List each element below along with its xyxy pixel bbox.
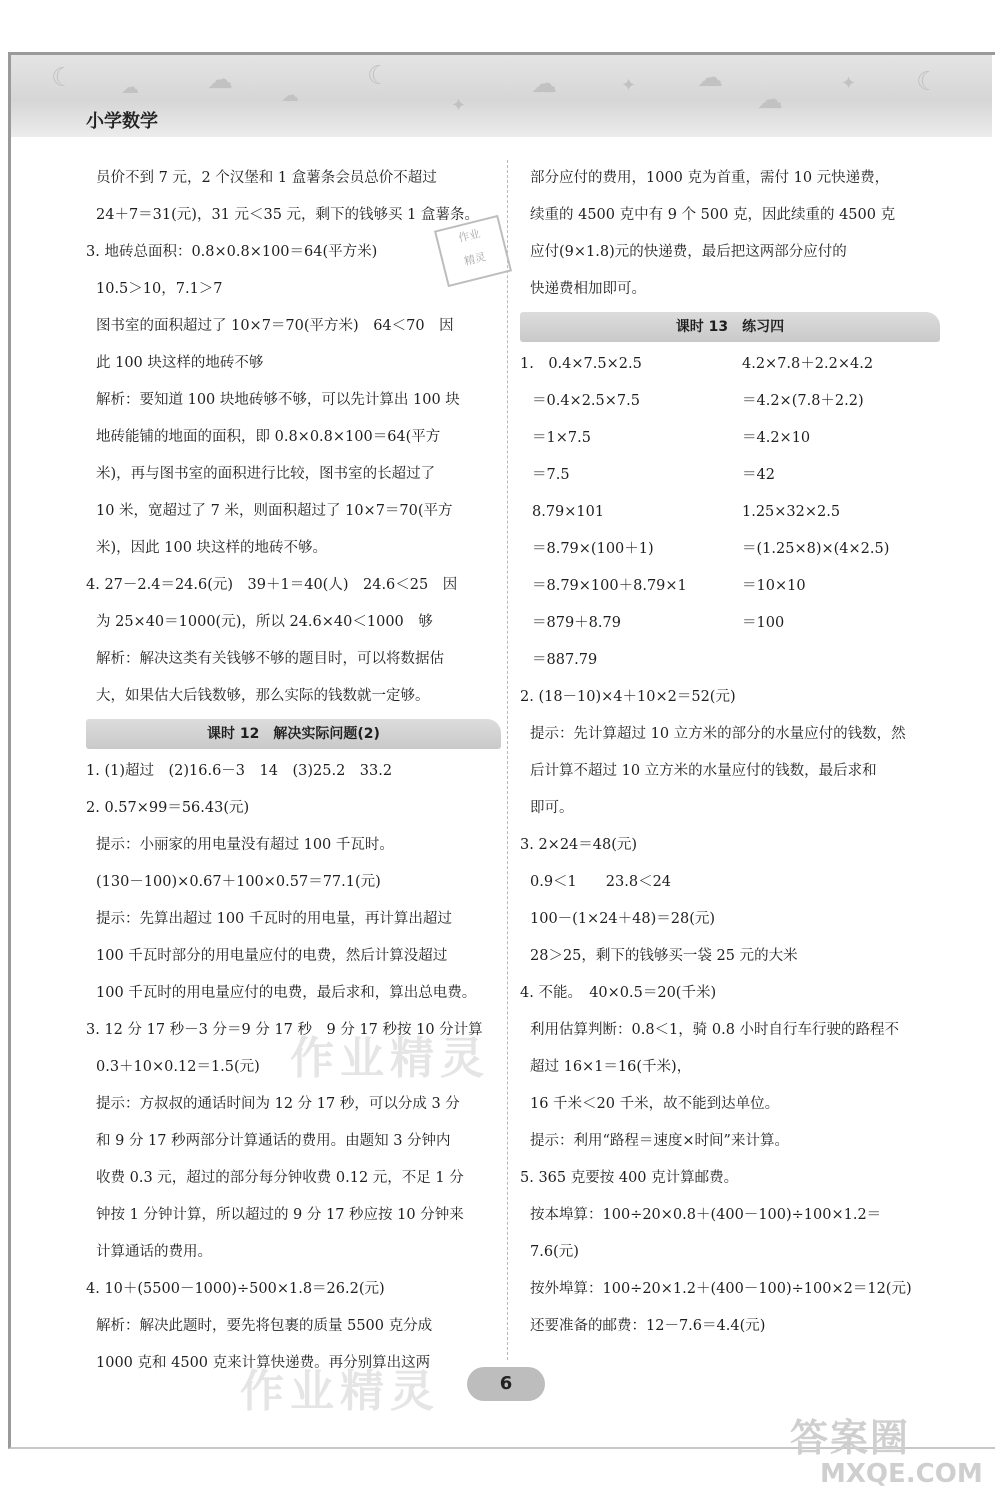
- left-bottom-block: [86, 753, 501, 1382]
- text-line: 24＋7＝31(元)，31 元＜35 元，剩下的钱够买 1 盒薯条。: [96, 207, 480, 223]
- text-line: 米)，再与图书室的面积进行比较，图书室的长超过了: [96, 466, 436, 482]
- text-line: 1.25×32×2.5: [742, 504, 841, 520]
- text-line: ＝(1.25×8)×(4×2.5): [742, 541, 890, 557]
- text-line: 0.9＜1 23.8＜24: [530, 874, 672, 890]
- text-line: ＝1×7.5: [532, 430, 591, 446]
- text-line: 解析：解决这类有关钱够不够的题目时，可以将数据估: [96, 651, 444, 667]
- calc-block: [520, 346, 940, 679]
- text-line: ＝887.79: [532, 652, 598, 668]
- text-line: 5. 365 克要按 400 克计算邮费。: [520, 1170, 739, 1186]
- star-icon: ✦: [451, 95, 467, 116]
- text-line: 部分应付的费用，1000 克为首重，需付 10 元快递费，: [530, 170, 890, 186]
- text-line: 提示：先计算超过 10 立方米的部分的水量应付的钱数，然: [530, 726, 906, 742]
- text-line: 米)，因此 100 块这样的地砖不够。: [96, 540, 328, 556]
- text-line: 应付(9×1.8)元的快递费，最后把这两部分应付的: [530, 244, 847, 260]
- text-line: 1. (1)超过 (2)16.6－3 14 (3)25.2 33.2: [86, 763, 393, 779]
- header-title: 小学数学: [86, 111, 158, 132]
- site-logo: 答案圈 MXQE.COM: [790, 1416, 983, 1489]
- text-line: 按外埠算：100÷20×1.2＋(400－100)÷100×2＝12(元): [530, 1281, 912, 1297]
- text-line: 3. 12 分 17 秒－3 分＝9 分 17 秒 9 分 17 秒按 10 分计算: [86, 1022, 483, 1038]
- text-line: 计算通话的费用。: [96, 1244, 212, 1260]
- text-line: 此 100 块这样的地砖不够: [96, 355, 264, 371]
- column-divider: [507, 160, 508, 1360]
- text-line: 10.5＞10，7.1＞7: [96, 281, 223, 297]
- section-title-lesson-13: 课时 13 练习四: [520, 312, 940, 342]
- watermark-text: 作业精灵: [240, 1366, 440, 1417]
- text-line: 提示：利用“路程＝速度×时间”来计算。: [530, 1133, 789, 1149]
- header-band: [11, 55, 992, 137]
- text-line: 0.3＋10×0.12＝1.5(元): [96, 1059, 260, 1075]
- text-line: 解析：解决此题时，要先将包裹的质量 5500 克分成: [96, 1318, 433, 1334]
- text-line: 钟按 1 分钟计算，所以超过的 9 分 17 秒应按 10 分钟来: [96, 1207, 464, 1223]
- text-line: 7.6(元): [530, 1244, 579, 1260]
- text-line: 4. 10＋(5500－1000)÷500×1.8＝26.2(元): [86, 1281, 385, 1297]
- text-line: 1. 0.4×7.5×2.5: [520, 356, 642, 372]
- text-line: 4. 27－2.4＝24.6(元) 39＋1＝40(人) 24.6＜25 因: [86, 577, 458, 593]
- star-icon: ✦: [621, 75, 637, 96]
- text-line: 3. 2×24＝48(元): [520, 837, 638, 853]
- text-line: ＝10×10: [742, 578, 806, 594]
- text-line: 提示：方叔叔的通话时间为 12 分 17 秒，可以分成 3 分: [96, 1096, 460, 1112]
- text-line: 收费 0.3 元，超过的部分每分钟收费 0.12 元，不足 1 分: [96, 1170, 464, 1186]
- text-line: 员价不到 7 元，2 个汉堡和 1 盒薯条会员总价不超过: [96, 170, 437, 186]
- text-line: ＝4.2×(7.8＋2.2): [742, 393, 864, 409]
- text-line: 超过 16×1＝16(千米)，: [530, 1059, 692, 1075]
- text-line: 1000 克和 4500 克来计算快递费。再分别算出这两: [96, 1355, 431, 1371]
- text-line: ＝42: [742, 467, 775, 483]
- text-line: ＝879＋8.79: [532, 615, 621, 631]
- page-number: 6: [467, 1367, 545, 1401]
- right-top-block: [520, 160, 940, 308]
- calc-column-right: [730, 346, 940, 679]
- text-line: 后计算不超过 10 立方米的水量应付的钱数，最后求和: [530, 763, 877, 779]
- moon-icon: ☾: [367, 61, 391, 91]
- watermark-stamp: 作业 精灵: [434, 215, 512, 287]
- text-line: 按本埠算：100÷20×0.8＋(400－100)÷100×1.2＝: [530, 1207, 882, 1223]
- section-title-lesson-12: 课时 12 解决实际问题(2): [86, 719, 501, 749]
- text-line: 16 千米＜20 千米，故不能到达单位。: [530, 1096, 780, 1112]
- moon-icon: ☾: [51, 63, 75, 93]
- star-icon: ✦: [841, 73, 857, 94]
- text-line: 解析：要知道 100 块地砖够不够，可以先计算出 100 块: [96, 392, 460, 408]
- text-line: 100 千瓦时部分的用电量应付的电费，然后计算没超过: [96, 948, 448, 964]
- right-column: [520, 160, 940, 1345]
- text-line: 为 25×40＝1000(元)，所以 24.6×40＜1000 够: [96, 614, 433, 630]
- text-line: ＝8.79×100＋8.79×1: [532, 578, 687, 594]
- text-line: 地砖能铺的地面的面积，即 0.8×0.8×100＝64(平方: [96, 429, 441, 445]
- text-line: ＝7.5: [532, 467, 570, 483]
- text-line: 100 千瓦时的用电量应付的电费，最后求和，算出总电费。: [96, 985, 477, 1001]
- text-line: 和 9 分 17 秒两部分计算通话的费用。由题知 3 分钟内: [96, 1133, 451, 1149]
- watermark-text: 作业精灵: [290, 1033, 490, 1084]
- text-line: 提示：先算出超过 100 千瓦时的用电量，再计算出超过: [96, 911, 452, 927]
- text-line: 10 米，宽超过了 7 米，则面积超过了 10×7＝70(平方: [96, 503, 453, 519]
- left-column: [86, 160, 501, 1382]
- text-line: 利用估算判断：0.8＜1，骑 0.8 小时自行车行驶的路程不: [530, 1022, 900, 1038]
- text-line: 2. (18－10)×4＋10×2＝52(元): [520, 689, 736, 705]
- text-line: ＝4.2×10: [742, 430, 811, 446]
- text-line: 即可。: [530, 800, 574, 816]
- cloud-icon: ☁: [121, 77, 139, 98]
- left-top-block: [86, 160, 501, 715]
- right-bottom-block: [520, 679, 940, 1345]
- text-line: ＝0.4×2.5×7.5: [532, 393, 640, 409]
- text-line: 4.2×7.8＋2.2×4.2: [742, 356, 874, 372]
- text-line: 2. 0.57×99＝56.43(元): [86, 800, 250, 816]
- cloud-icon: ☁: [207, 65, 233, 95]
- cloud-icon: ☁: [531, 69, 557, 99]
- text-line: 28＞25，剩下的钱够买一袋 25 元的大米: [530, 948, 798, 964]
- text-line: 3. 地砖总面积：0.8×0.8×100＝64(平方米): [86, 244, 378, 260]
- text-line: 快递费相加即可。: [530, 281, 646, 297]
- text-line: 大，如果估大后钱数够，那么实际的钱数就一定够。: [96, 688, 430, 704]
- cloud-icon: ☁: [697, 63, 723, 93]
- text-line: ＝8.79×(100＋1): [532, 541, 654, 557]
- cloud-icon: ☁: [757, 85, 783, 115]
- text-line: (130－100)×0.67＋100×0.57＝77.1(元): [96, 874, 381, 890]
- text-line: 8.79×101: [532, 504, 605, 520]
- text-line: 100－(1×24＋48)＝28(元): [530, 911, 716, 927]
- calc-column-left: [520, 346, 730, 679]
- text-line: 图书室的面积超过了 10×7＝70(平方米) 64＜70 因: [96, 318, 454, 334]
- cloud-icon: ☁: [281, 85, 299, 106]
- moon-icon: ☾: [916, 67, 940, 97]
- text-line: 续重的 4500 克中有 9 个 500 克，因此续重的 4500 克: [530, 207, 896, 223]
- text-line: 4. 不能。 40×0.5＝20(千米): [520, 985, 717, 1001]
- text-line: ＝100: [742, 615, 785, 631]
- text-line: 还要准备的邮费：12－7.6＝4.4(元): [530, 1318, 766, 1334]
- text-line: 提示：小丽家的用电量没有超过 100 千瓦时。: [96, 837, 394, 853]
